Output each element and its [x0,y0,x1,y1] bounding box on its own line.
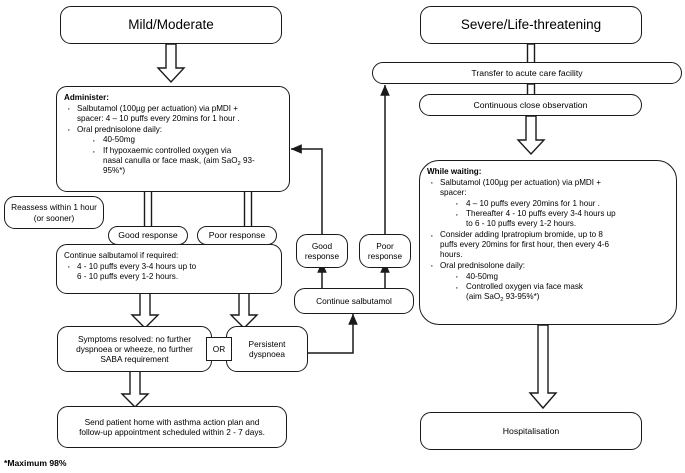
transfer-label: Transfer to acute care facility [471,67,583,78]
administer-salbutamol-line1: Salbutamol (100µg per actuation) via pMDI + [77,103,239,113]
while-waiting-dose [453,272,669,282]
while-waiting-ipratropium-line2: puffs every 20mins for first hour, then every 4-6 [440,240,610,250]
administer-dose [90,135,282,145]
while-waiting-dose-label: 40-50mg [466,271,498,281]
symptoms-resolved-line2: dyspnoea or wheeze, no further [76,343,193,354]
symptoms-resolved-line1: Symptoms resolved: no further [78,333,191,344]
continue-if-line1: 4 - 10 puffs every 3-4 hours up to [77,261,197,271]
node-poor-response[interactable] [197,226,277,245]
node-mild-moderate[interactable] [60,6,282,44]
while-waiting-salbutamol-line1: Salbutamol (100µg per actuation) via pMDI + [440,177,602,187]
continue-salbutamol-label: Continue salbutamol [316,295,392,306]
while-waiting-bullet-salbutamol [427,178,669,198]
poor-response-mid-line1: Poor [376,240,394,251]
while-waiting-oxygen-line1: Controlled oxygen via face mask [466,282,583,292]
persistent-dyspnoea-line2: dyspnoea [249,349,285,359]
or-label: OR [212,343,226,354]
while-waiting-oxygen-line2b: 93-95%*) [503,292,540,302]
administer-oxygen-line2b: 93- [240,156,255,166]
node-poor-response-middle[interactable] [359,234,411,268]
poor-response-label: Poor response [208,230,266,241]
while-waiting-ipratropium-line3: hours. [440,249,463,259]
while-waiting-salbutamol-sub1-label: 4 – 10 puffs every 20mins for 1 hour . [466,198,600,208]
administer-oxygen-line3: 95%*) [103,166,126,176]
administer-oxygen [90,146,282,176]
node-persistent-dyspnoea[interactable] [226,326,308,372]
while-waiting-salbutamol-sub2 [453,209,669,229]
node-good-response[interactable] [108,226,188,245]
poor-response-mid-line2: response [367,251,403,261]
node-symptoms-resolved[interactable] [57,326,212,372]
node-mild-moderate-label: Mild/Moderate [128,16,214,32]
while-waiting-oxygen [453,282,669,302]
while-waiting-header: While waiting: [427,167,482,176]
node-continuous-observation[interactable] [419,94,642,116]
good-response-mid-line1: Good [311,240,333,251]
continuous-observation-label: Continuous close observation [473,99,588,110]
administer-bullet-prednisolone [64,125,282,135]
node-severe-life-threatening[interactable] [420,6,642,44]
node-good-response-middle[interactable] [296,234,348,268]
continue-if-header: Continue salbutamol if required: [64,251,179,260]
arrow-observation-to-while-waiting [515,116,547,156]
arrow-while-waiting-to-hospitalisation [527,325,559,410]
send-home-line2: follow-up appointment scheduled within 2 - 7 days. [79,427,265,437]
arrow-mild-to-administer [155,44,187,84]
while-waiting-bullet-prednisolone [427,261,669,271]
node-continue-salbutamol-if-required[interactable] [56,244,282,294]
administer-oxygen-subscript: 2 [237,161,241,168]
while-waiting-bullet-ipratropium [427,230,669,260]
arrow-severe-to-transfer [524,44,538,64]
continue-if-bullet [64,262,274,282]
send-home-line1: Send patient home with asthma action plan and [84,416,260,427]
node-reassess[interactable] [4,196,104,229]
continue-if-line2: 6 - 10 puffs every 1-2 hours. [77,271,179,281]
node-while-waiting[interactable] [419,160,677,325]
node-severe-label: Severe/Life-threatening [460,16,602,32]
arrow-continue-to-persistent-dyspnoea [228,292,260,330]
while-waiting-salbutamol-sub2-line2: to 6 - 10 puffs every 1-2 hours. [466,219,577,229]
good-response-mid-line2: response [304,251,340,261]
while-waiting-oxygen-subscript: 2 [500,297,504,304]
administer-salbutamol-line2: spacer: 4 – 10 puffs every 20mins for 1 hour . [77,113,240,123]
administer-header: Administer: [64,93,109,102]
while-waiting-prednisolone-label: Oral prednisolone daily: [440,260,526,270]
while-waiting-ipratropium-line1: Consider adding Ipratropium bromide, up to 8 [440,230,603,240]
node-administer[interactable] [56,86,290,192]
reassess-line2: (or sooner) [33,212,75,223]
while-waiting-oxygen-line2a: (aim SaO [466,292,501,302]
while-waiting-salbutamol-sub1 [453,199,669,209]
good-response-label: Good response [118,230,178,241]
reassess-line1: Reassess within 1 hour [11,202,97,213]
hospitalisation-label: Hospitalisation [502,425,560,436]
node-hospitalisation[interactable] [420,412,642,450]
node-transfer-acute-care[interactable] [372,62,682,84]
arrow-continue-to-symptoms-resolved [129,292,161,330]
administer-dose-label: 40-50mg [103,135,135,145]
persistent-dyspnoea-line1: Persistent [248,338,286,349]
administer-oxygen-line1: If hypoxaemic controlled oxygen via [103,146,232,156]
node-continue-salbutamol[interactable] [294,288,414,314]
administer-oxygen-line2a: nasal canulla or face mask, (aim SaO [103,156,238,166]
symptoms-resolved-line3: SABA requirement [100,354,169,365]
node-send-patient-home[interactable] [57,406,287,448]
while-waiting-salbutamol-line2: spacer: [440,187,467,197]
administer-prednisolone-label: Oral prednisolone daily: [77,124,163,134]
footnote-maximum: *Maximum 98% [4,458,67,468]
administer-bullet-salbutamol [64,104,282,124]
arrow-symptoms-to-send-home [119,371,151,409]
while-waiting-salbutamol-sub2-line1: Thereafter 4 - 10 puffs every 3-4 hours up [466,209,616,219]
node-or [206,337,232,361]
